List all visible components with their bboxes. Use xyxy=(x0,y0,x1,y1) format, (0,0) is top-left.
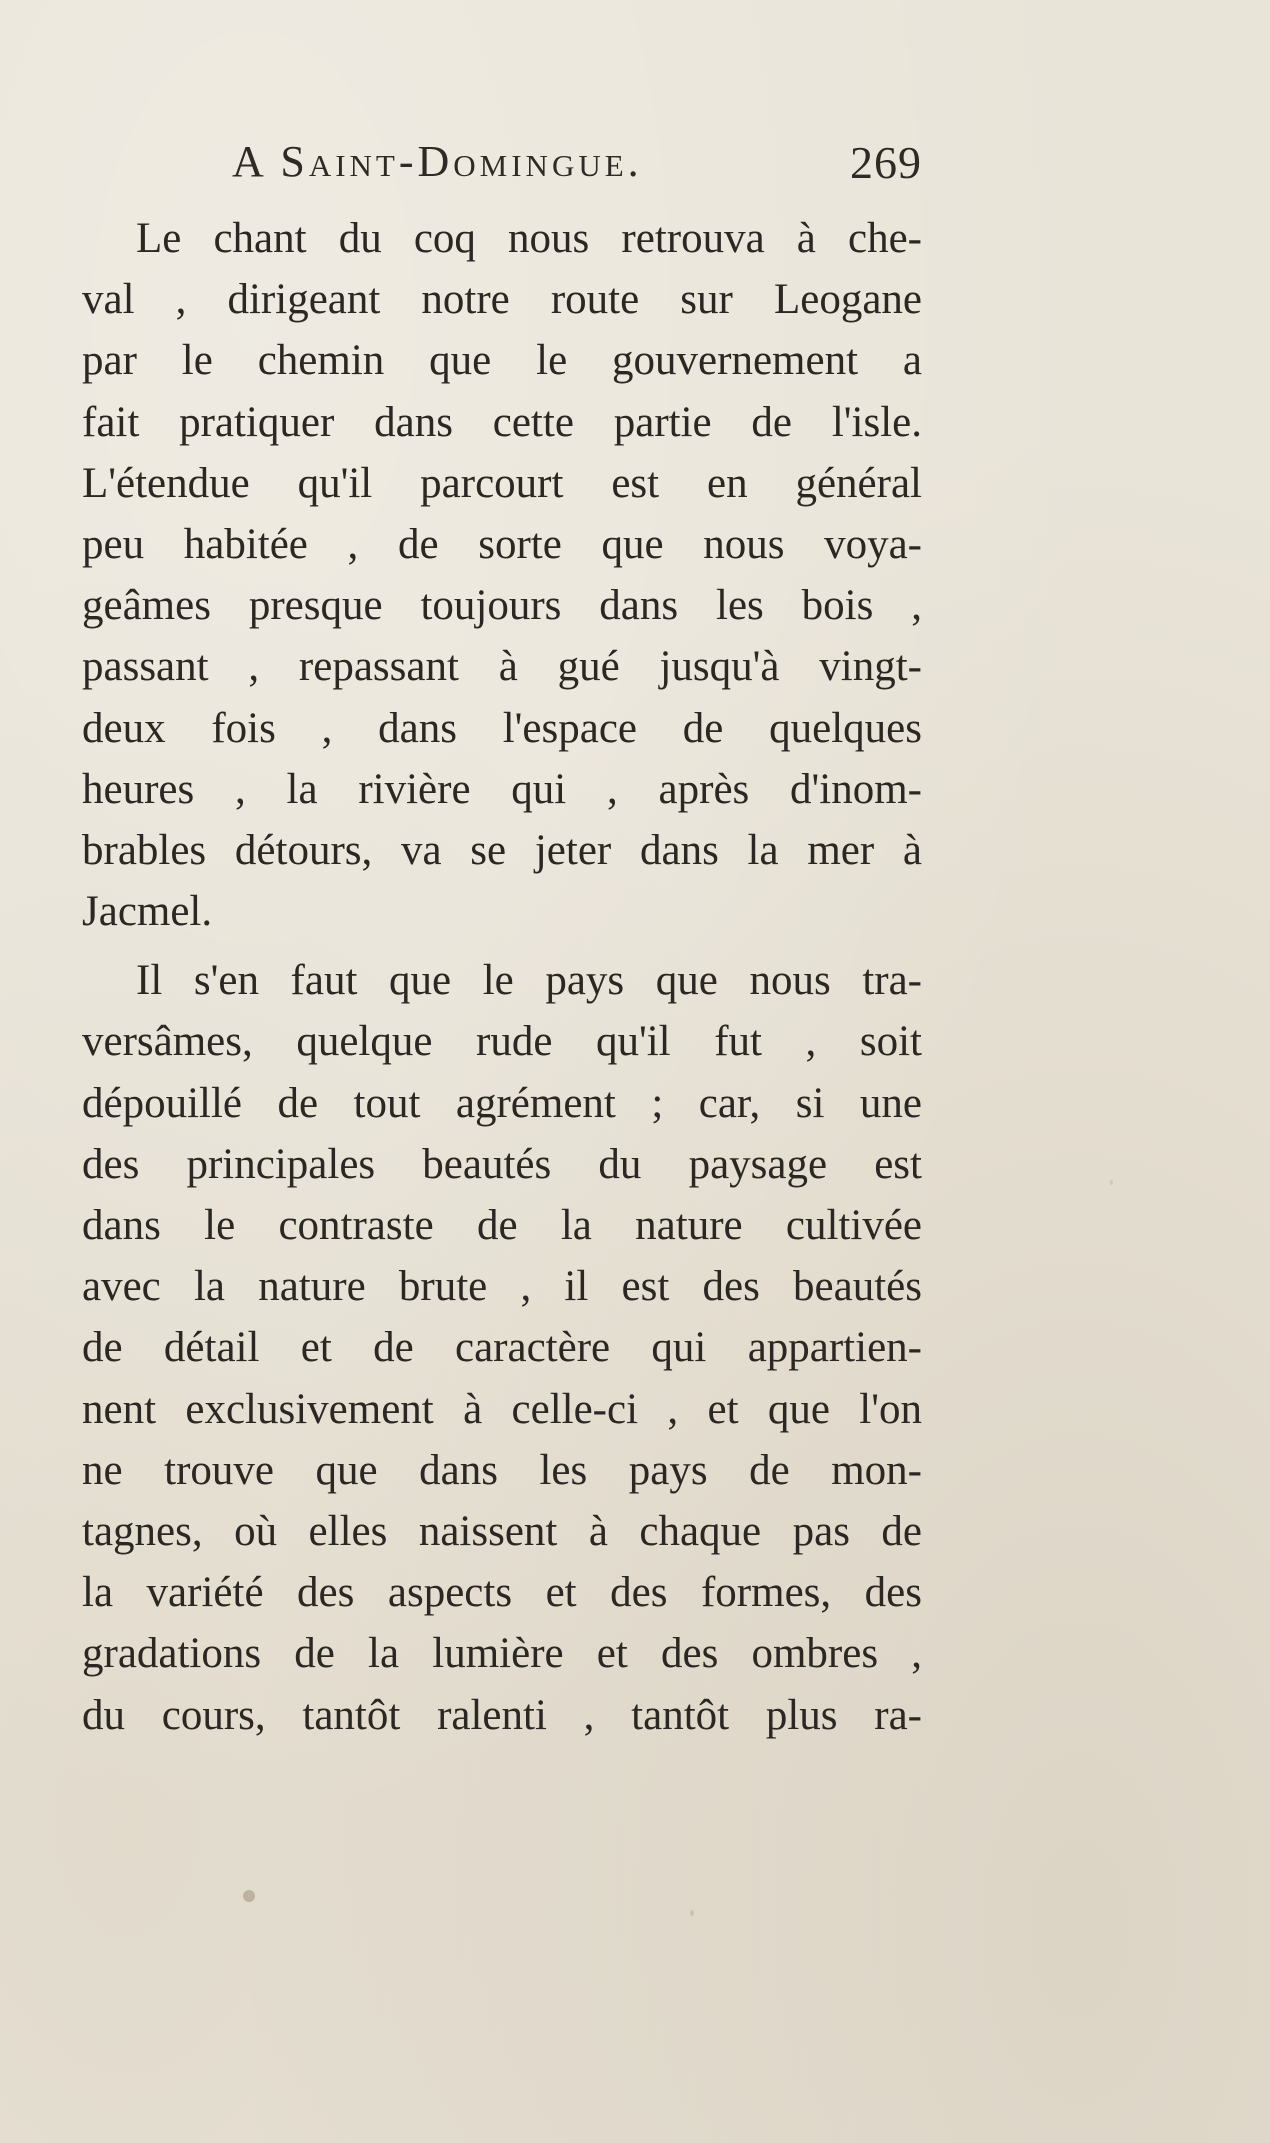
text-line: tagnes, où elles naissent à chaque pas de xyxy=(82,1507,922,1555)
text-line: par le chemin que le gouvernement a xyxy=(82,337,922,385)
text-line: Jacmel. xyxy=(82,888,213,936)
text-line: deux fois , dans l'espace de quelques xyxy=(82,704,922,752)
text-line: dépouillé de tout agrément ; car, si une xyxy=(82,1079,922,1127)
text-line: peu habitée , de sorte que nous voya- xyxy=(82,520,922,568)
paragraph-gap xyxy=(82,942,922,950)
text-line: du cours, tantôt ralenti , tantôt plus ra- xyxy=(82,1691,922,1739)
text-line: val , dirigeant notre route sur Leogane xyxy=(82,276,922,324)
text-line: heures , la rivière qui , après d'inom- xyxy=(82,765,922,813)
paper-speck xyxy=(243,1890,255,1902)
text-line: L'étendue qu'il parcourt est en général xyxy=(82,459,922,507)
running-head xyxy=(82,136,922,196)
text-line: fait pratiquer dans cette partie de l'isle. xyxy=(82,398,922,446)
paper-speck xyxy=(690,1910,694,1916)
text-line: ne trouve que dans les pays de mon- xyxy=(82,1446,922,1494)
text-line: dans le contraste de la nature cultivée xyxy=(82,1202,922,1249)
text-line: brables détours, va se jeter dans la mer à xyxy=(82,826,922,874)
text-line: avec la nature brute , il est des beautés xyxy=(82,1263,922,1311)
text-line: nent exclusivement à celle-ci , et que l'on xyxy=(82,1385,922,1433)
body-text xyxy=(82,208,922,1746)
text-line: la variété des aspects et des formes, des xyxy=(82,1569,922,1617)
running-head-title: A Saint-Domingue. xyxy=(232,137,643,186)
text-line: passant , repassant à gué jusqu'à vingt- xyxy=(82,643,922,691)
text-line: Le chant du coq nous retrouva à che- xyxy=(136,215,922,262)
page-number: 269 xyxy=(850,137,922,188)
text-line: geâmes presque toujours dans les bois , xyxy=(82,582,922,630)
text-line: versâmes, quelque rude qu'il fut , soit xyxy=(82,1018,922,1066)
text-line: gradations de la lumière et des ombres , xyxy=(82,1630,922,1678)
paper-speck xyxy=(1110,1180,1113,1185)
text-line: Il s'en faut que le pays que nous tra- xyxy=(136,957,922,1005)
text-line: de détail et de caractère qui appartien- xyxy=(82,1324,922,1372)
text-line: des principales beautés du paysage est xyxy=(82,1140,922,1188)
